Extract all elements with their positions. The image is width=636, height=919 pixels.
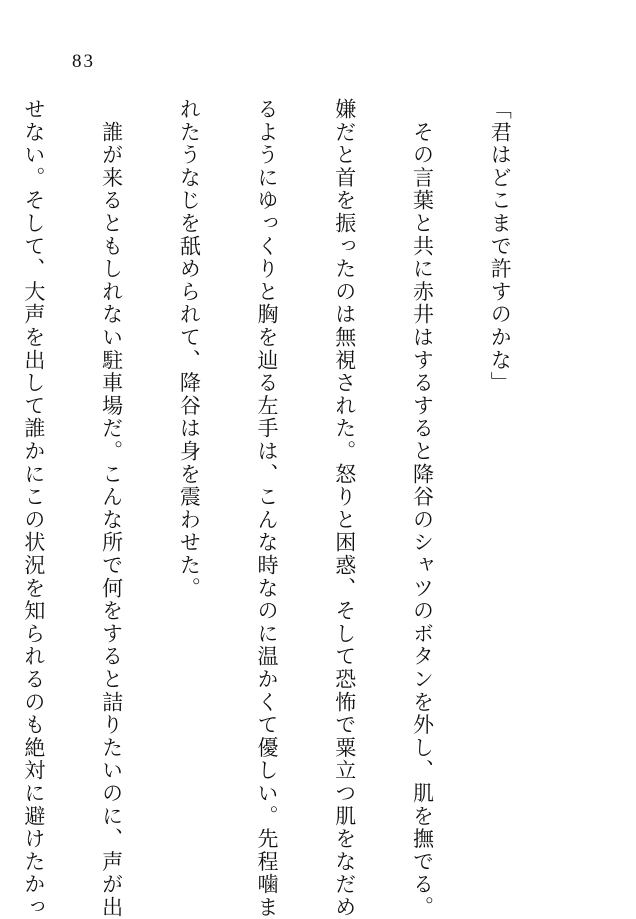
text-line: 「君はどこまで許すのかな」 — [488, 98, 513, 395]
text-line: せない。そして、大声を出して誰かにこの状況を知られるのも絶対に避けたかっ — [21, 98, 46, 919]
text-line: れたうなじを舐められて、降谷は身を震わせた。 — [177, 98, 202, 600]
text-line: その言葉と共に赤井はするすると降谷のシャツのボタンを外し、肌を撫でる。 — [410, 98, 435, 919]
text-line: 誰が来るともしれない駐車場だ。こんな所で何をすると詰りたいのに、声が出 — [99, 98, 124, 919]
body-text — [21, 98, 564, 919]
text-line: 嫌だと首を振ったのは無視された。怒りと困惑、そして恐怖で粟立つ肌をなだめ — [332, 98, 357, 919]
text-line: るようにゆっくりと胸を辿る左手は、こんな時なのに温かくて優しい。先程噛ま — [255, 98, 280, 919]
page-number: 83 — [72, 51, 95, 72]
